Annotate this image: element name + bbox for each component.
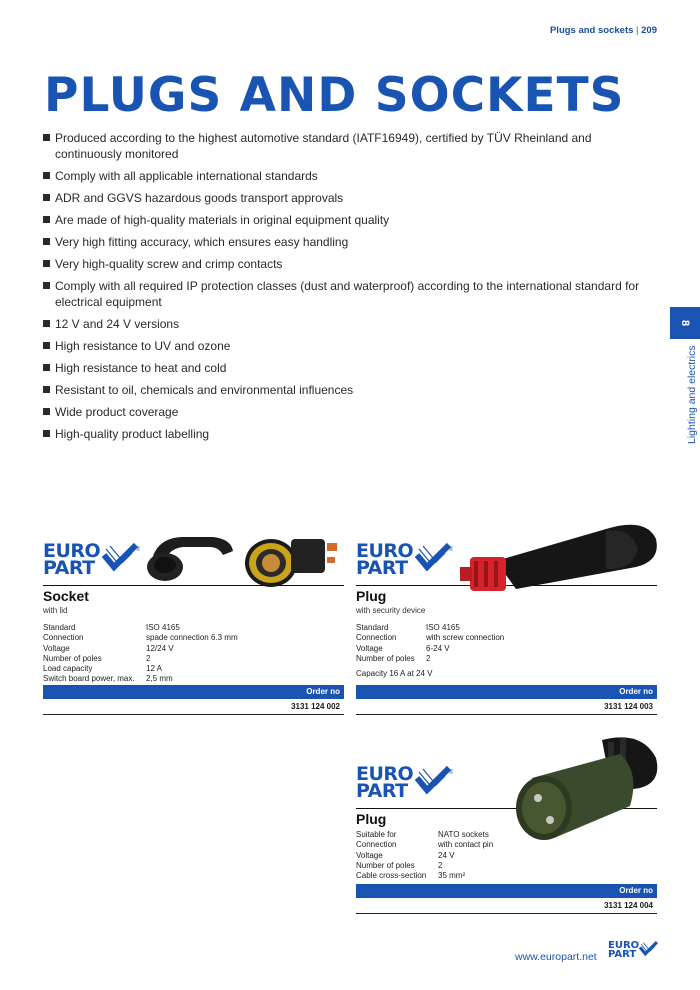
product-name: Plug	[356, 585, 657, 604]
product-card-plug-nato	[356, 763, 657, 910]
spec-row: Cable cross-section 35 mm²	[356, 871, 466, 881]
spec-row: Connection with contact pin	[356, 840, 494, 850]
feature-item: High-quality product labelling	[43, 426, 658, 442]
spec-table	[43, 623, 238, 685]
svg-text:®: ®	[449, 770, 454, 776]
bullet-icon	[43, 364, 50, 371]
feature-item: Comply with all required IP protection classes (dust and waterproof) according to the international standard for electrical equipment	[43, 278, 658, 310]
europart-check-icon	[639, 941, 659, 957]
feature-item: High resistance to heat and cold	[43, 360, 658, 376]
bullet-icon	[43, 194, 50, 201]
spec-row: Load capacity 12 A	[43, 664, 163, 674]
order-number: 3131 124 002	[43, 701, 344, 715]
spec-row: Voltage 24 V	[356, 850, 455, 860]
chapter-tab[interactable]: 8	[670, 307, 700, 339]
feature-item: Are made of high-quality materials in original equipment quality	[43, 212, 658, 228]
bullet-icon	[43, 172, 50, 179]
spec-row: Voltage 12/24 V	[43, 643, 174, 653]
feature-item: 12 V and 24 V versions	[43, 316, 658, 332]
bullet-icon	[43, 320, 50, 327]
brand-logo: EURO PART ®	[356, 763, 454, 802]
bullet-icon	[43, 408, 50, 415]
plug-nato-image	[512, 732, 662, 847]
footer-url[interactable]: www.europart.net	[515, 951, 597, 963]
feature-item: ADR and GGVS hazardous goods transport approvals	[43, 190, 658, 206]
footer-brand-logo: EURO PART	[608, 941, 659, 959]
bullet-icon	[43, 238, 50, 245]
svg-text:®: ®	[449, 547, 454, 553]
header-section: Plugs and sockets	[549, 25, 634, 36]
feature-item: Very high fitting accuracy, which ensures easy handling	[43, 234, 658, 250]
feature-item: Wide product coverage	[43, 404, 658, 420]
page-number: 209	[641, 25, 657, 36]
capacity-note: Capacity 16 A at 24 V	[356, 669, 433, 679]
spec-row: Switch board power, max. 2,5 mm	[43, 674, 173, 684]
product-name: Socket	[43, 585, 344, 604]
bullet-icon	[43, 260, 50, 267]
plug-security-image	[456, 509, 661, 599]
spec-row: Suitable for NATO sockets	[356, 830, 489, 839]
brand-logo: EURO PART ®	[356, 540, 454, 579]
spec-table	[356, 830, 493, 881]
feature-item: Resistant to oil, chemicals and environmental influences	[43, 382, 658, 398]
product-name: Plug	[356, 808, 657, 827]
order-label-bar: Order no	[356, 685, 657, 699]
product-subtitle: with security device	[356, 606, 426, 615]
spec-row: Connection spade connection 6.3 mm	[43, 633, 238, 643]
spec-row: Standard ISO 4165	[356, 623, 460, 632]
spec-row: Connection with screw connection	[356, 633, 505, 643]
feature-item: Very high-quality screw and crimp contacts	[43, 256, 658, 272]
europart-check-icon	[102, 543, 140, 573]
page-header	[550, 25, 657, 36]
bullet-icon	[43, 386, 50, 393]
spec-row: Number of poles 2	[356, 653, 431, 663]
feature-list	[43, 130, 658, 448]
bullet-icon	[43, 430, 50, 437]
chapter-label: Lighting and electrics	[686, 345, 698, 444]
europart-check-icon	[415, 543, 453, 573]
svg-text:®: ®	[136, 547, 141, 553]
socket-image	[143, 529, 343, 589]
bullet-icon	[43, 216, 50, 223]
bullet-icon	[43, 282, 50, 289]
spec-table	[356, 623, 504, 664]
spec-row: Standard ISO 4165	[43, 623, 180, 632]
bullet-icon	[43, 134, 50, 141]
spec-row: Voltage 6-24 V	[356, 643, 450, 653]
header-separator: |	[636, 25, 639, 36]
spec-row: Number of poles 2	[356, 860, 443, 870]
order-label-bar: Order no	[43, 685, 344, 699]
feature-item: High resistance to UV and ozone	[43, 338, 658, 354]
product-subtitle: with lid	[43, 606, 68, 615]
europart-check-icon	[415, 766, 453, 796]
product-card-socket	[43, 540, 344, 711]
brand-logo: EURO PART ®	[43, 540, 141, 579]
order-label-bar: Order no	[356, 884, 657, 898]
page-title: PLUGS AND SOCKETS	[44, 68, 625, 123]
bullet-icon	[43, 342, 50, 349]
spec-row: Number of poles 2	[43, 653, 151, 663]
order-number: 3131 124 003	[356, 701, 657, 715]
product-card-plug-security	[356, 540, 657, 711]
feature-item: Comply with all applicable international standards	[43, 168, 658, 184]
feature-item: Produced according to the highest automotive standard (IATF16949), certified by TÜV Rheinland and continuously monitored	[43, 130, 658, 162]
order-number: 3131 124 004	[356, 900, 657, 914]
